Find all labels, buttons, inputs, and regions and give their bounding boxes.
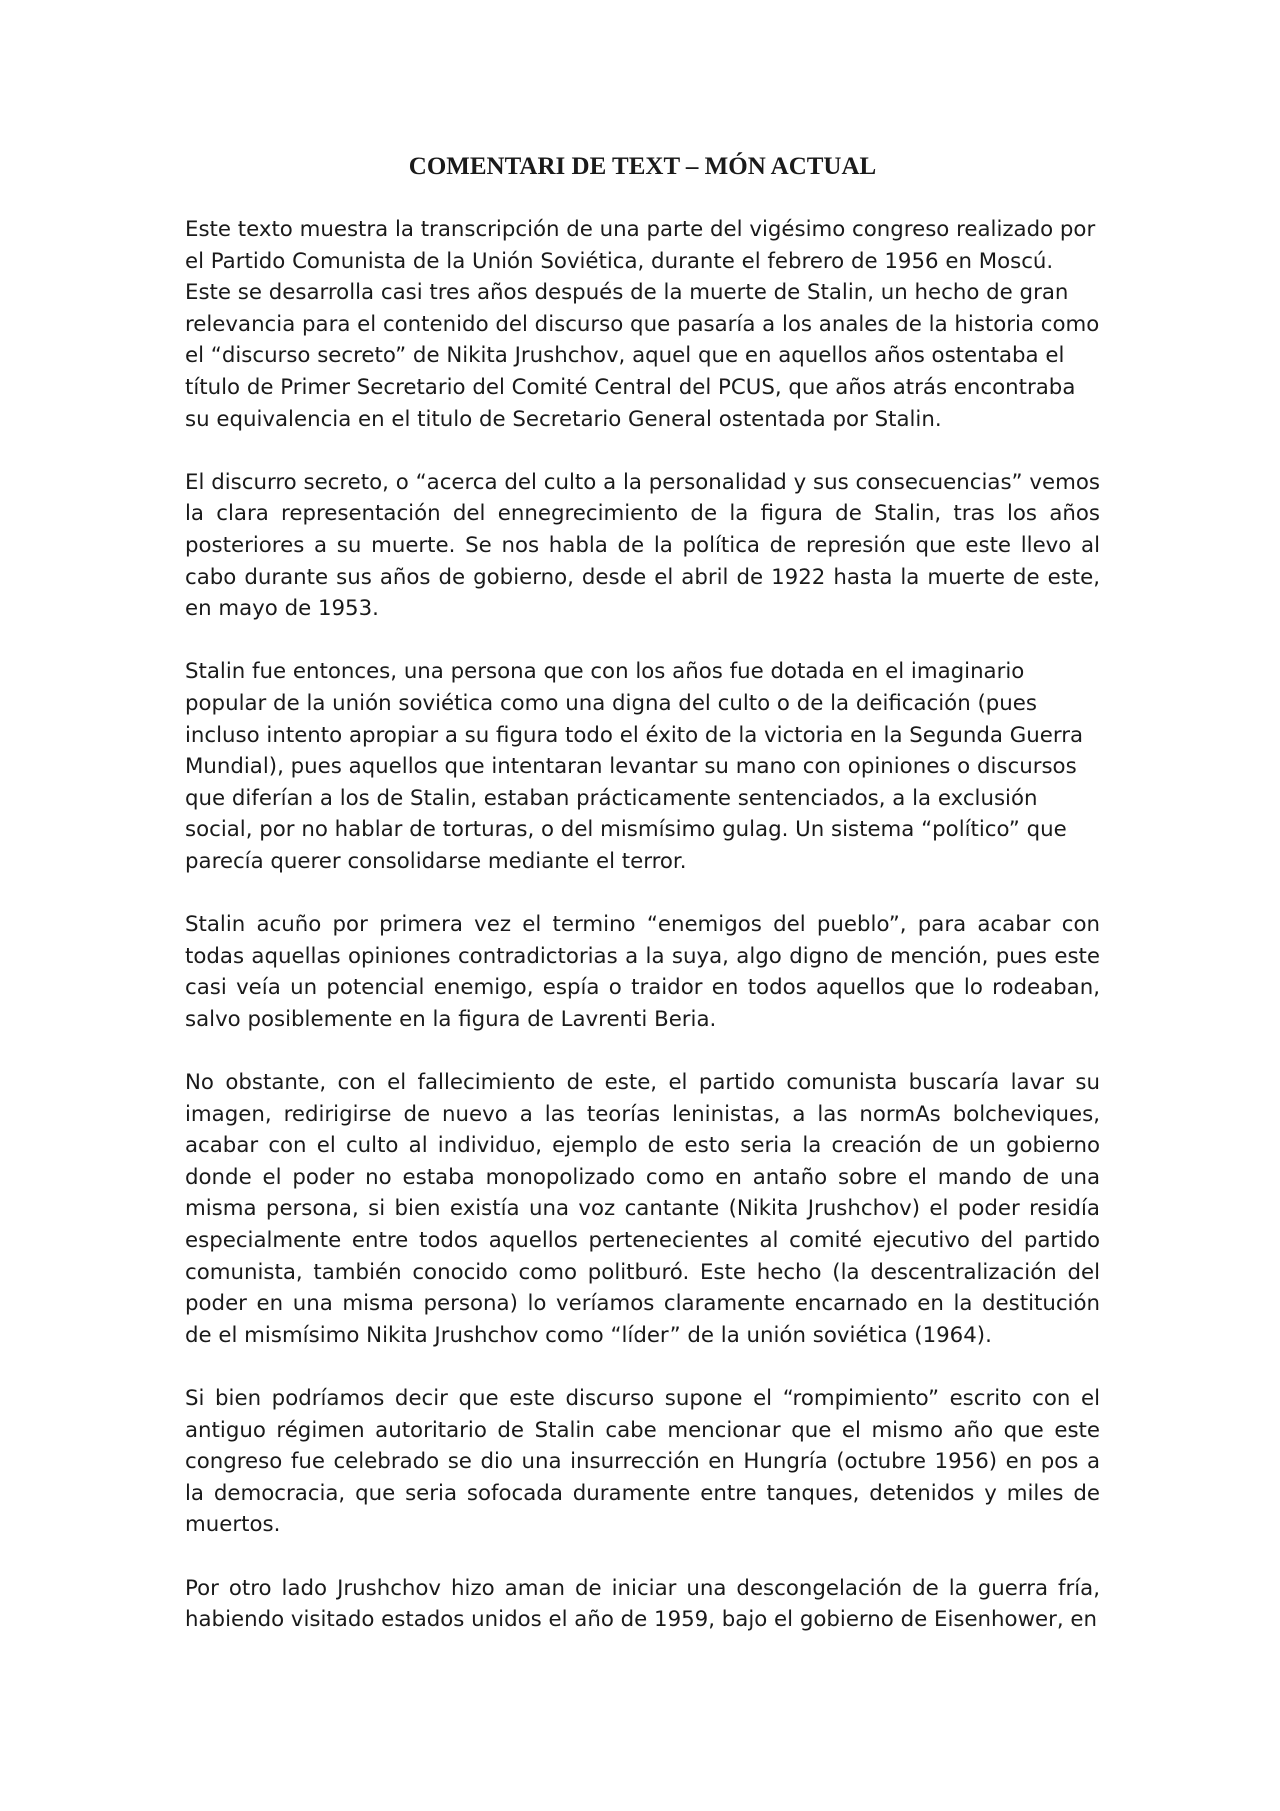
paragraph-5: No obstante, con el fallecimiento de este, el partido comunista buscaría lavar su imagen, redirigirse de nuevo a las teorías leninistas, a las normAs bolcheviques, acabar con el culto al individuo, ejemplo de esto seria la creación de un gobierno donde el poder no estaba monopolizado como en antaño sobre el mando de una misma persona, si bien existía una voz cantante (Nikita Jrushchov) el poder residía especialmente entre todos aquellos pertenecientes al comité ejecutivo del partido comunista, también conocido como politburó. Este hecho (la descentralización del poder en una misma persona) lo veríamos claramente encarnado en la destitución de el mismísimo Nikita Jrushchov como “líder” de la unión soviética (1964). <box>185 1070 1100 1348</box>
paragraph-6: Si bien podríamos decir que este discurso supone el “rompimiento” escrito con el antiguo régimen autoritario de Stalin cabe mencionar que el mismo año que este congreso fue celebrado se dio una insurrección en Hungría (octubre 1956) en pos a la democracia, que seria sofocada duramente entre tanques, detenidos y miles de muertos. <box>185 1385 1100 1538</box>
paragraph-2: El discurro secreto, o “acerca del culto a la personalidad y sus consecuencias” vemos la clara representación del ennegrecimiento de la figura de Stalin, tras los años posteriores a su muerte. Se nos habla de la política de represión que este llevo al cabo durante sus años de gobierno, desde el abril de 1922 hasta la muerte de este, en mayo de 1953. <box>185 469 1100 622</box>
paragraph-4: Stalin acuño por primera vez el termino “enemigos del pueblo”, para acabar con todas aquellas opiniones contradictorias a la suya, algo digno de mención, pues este casi veía un potencial enemigo, espía o traidor en todos aquellos que lo rodeaban, salvo posiblemente en la figura de Lavrenti Beria. <box>185 912 1100 1032</box>
paragraph-7: Por otro lado Jrushchov hizo aman de iniciar una descongelación de la guerra fría, habiendo visitado estados unidos el año de 1959, bajo el gobierno de Eisenhower, en <box>185 1575 1100 1633</box>
paragraph-3: Stalin fue entonces, una persona que con los años fue dotada en el imaginario popular de la unión soviética como una digna del culto o de la deificación (pues incluso intento apropiar a su figura todo el éxito de la victoria en la Segunda Guerra Mundial), pues aquellos que intentaran levantar su mano con opiniones o discursos que diferían a los de Stalin, estaban prácticamente sentenciados, a la exclusión social, por no hablar de torturas, o del mismísimo gulag. Un sistema “político” que parecía querer consolidarse mediante el terror. <box>185 659 1084 874</box>
paragraph-1: Este texto muestra la transcripción de una parte del vigésimo congreso realizado por el Partido Comunista de la Unión Soviética, durante el febrero de 1956 en Moscú. Este se desarrolla casi tres años después de la muerte de Stalin, un hecho de gran relevancia para el contenido del discurso que pasaría a los anales de la historia como el “discurso secreto” de Nikita Jrushchov, aquel que en aquellos años ostentaba el título de Primer Secretario del Comité Central del PCUS, que años atrás encontraba su equivalencia en el titulo de Secretario General ostentada por Stalin. <box>185 217 1100 432</box>
document-body <box>185 214 1100 1667</box>
document-title: COMENTARI DE TEXT – MÓN ACTUAL <box>408 153 877 180</box>
